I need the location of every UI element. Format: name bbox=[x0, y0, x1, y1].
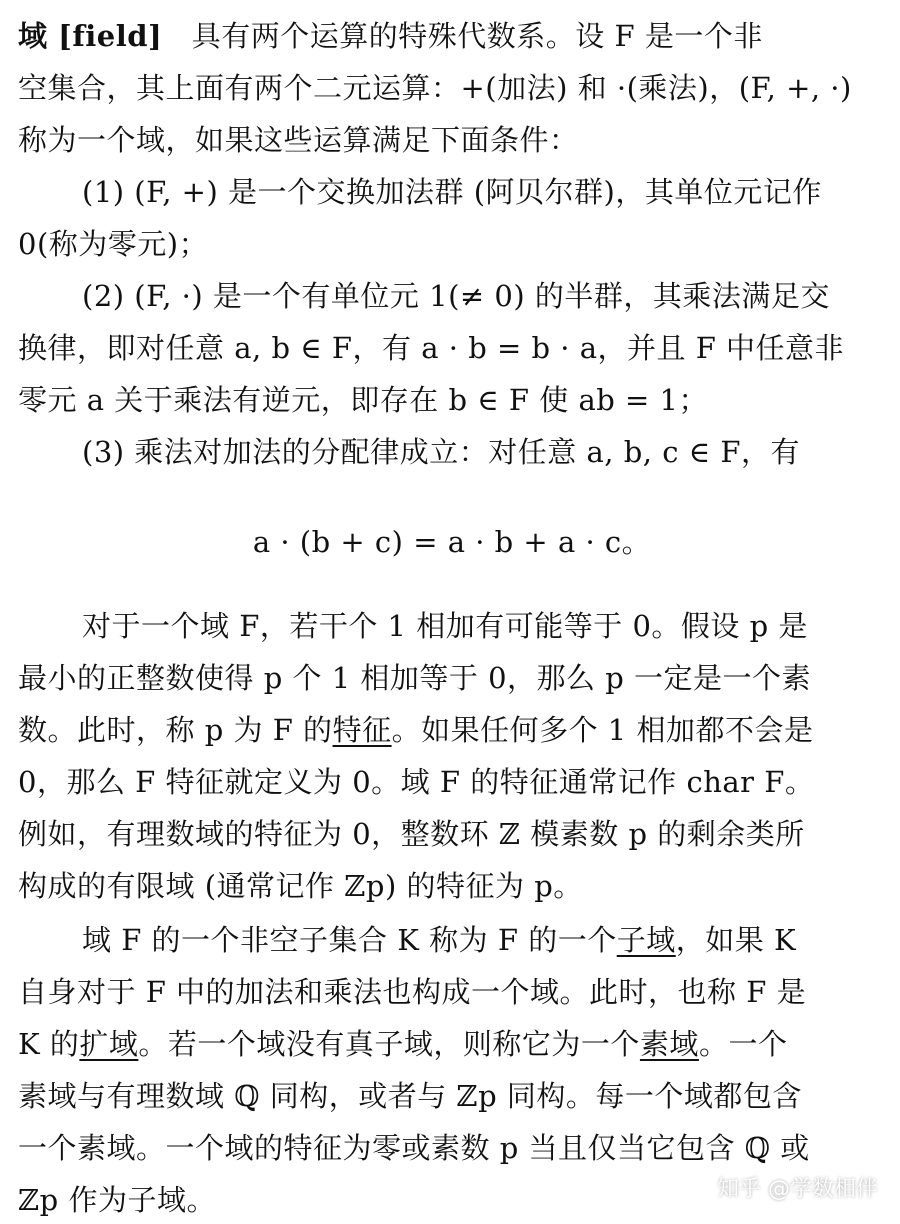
condition-1-line-2: 0(称为零元)； bbox=[18, 227, 209, 261]
characteristic-line-3-start: 数。此时，称 p 为 F 的 bbox=[18, 713, 333, 747]
subfield-line-1 bbox=[82, 922, 796, 958]
term-subfield: 子域 bbox=[616, 923, 676, 957]
subfield-line-3-end: 。一个 bbox=[698, 1027, 788, 1061]
condition-3-line-1: (3) 乘法对加法的分配律成立：对任意 a, b, c ∈ F，有 bbox=[82, 435, 801, 469]
distributive-equation: a · (b + c) = a · b + a · c。 bbox=[252, 525, 652, 559]
entry-line-3: 称为一个域，如果这些运算满足下面条件： bbox=[18, 123, 579, 157]
subfield-line-5: 一个素域。一个域的特征为零或素数 p 当且仅当它包含 ℚ 或 bbox=[18, 1131, 810, 1165]
condition-1-line-1: (1) (F, +) 是一个交换加法群 (阿贝尔群)，其单位元记作 bbox=[82, 175, 822, 209]
entry-definition-start: 具有两个运算的特殊代数系。设 F 是一个非 bbox=[162, 19, 763, 53]
subfield-line-1-start: 域 F 的一个非空子集合 K 称为 F 的一个 bbox=[82, 923, 617, 957]
subfield-line-4: 素域与有理数域 ℚ 同构，或者与 ℤp 同构。每一个域都包含 bbox=[18, 1079, 802, 1113]
characteristic-line-3-end: 。如果任何多个 1 相加都不会是 bbox=[391, 713, 814, 747]
subfield-line-6: ℤp 作为子域。 bbox=[18, 1183, 216, 1217]
entry-line-2: 空集合，其上面有两个二元运算：+(加法) 和 ·(乘法)，(F, +, ·) bbox=[18, 71, 852, 105]
subfield-line-2: 自身对于 F 中的加法和乘法也构成一个域。此时，也称 F 是 bbox=[18, 975, 807, 1009]
term-extension-field: 扩域 bbox=[79, 1027, 139, 1061]
condition-2-line-2: 换律，即对任意 a, b ∈ F，有 a · b = b · a，并且 F 中任意非 bbox=[18, 331, 845, 365]
characteristic-line-6: 构成的有限域 (通常记作 ℤp) 的特征为 p。 bbox=[18, 869, 583, 903]
condition-2-line-1: (2) (F, ·) 是一个有单位元 1(≠ 0) 的半群，其乘法满足交 bbox=[82, 279, 830, 313]
zhihu-watermark: 知乎 @学数相伴 bbox=[717, 1177, 878, 1202]
subfield-line-3-middle: 。若一个域没有真子域，则称它为一个 bbox=[138, 1027, 640, 1061]
subfield-line-3-start: K 的 bbox=[18, 1027, 80, 1061]
characteristic-line-4: 0，那么 F 特征就定义为 0。域 F 的特征通常记作 char F。 bbox=[18, 765, 815, 799]
term-prime-field: 素域 bbox=[639, 1027, 699, 1061]
characteristic-line-1: 对于一个域 F，若干个 1 相加有可能等于 0。假设 p 是 bbox=[82, 609, 808, 643]
characteristic-line-5: 例如，有理数域的特征为 0，整数环 ℤ 模素数 p 的剩余类所 bbox=[18, 817, 805, 851]
entry-line-1 bbox=[18, 18, 763, 54]
subfield-line-1-end: ，如果 K bbox=[675, 923, 797, 957]
condition-2-line-3: 零元 a 关于乘法有逆元，即存在 b ∈ F 使 ab = 1； bbox=[18, 383, 709, 417]
term-characteristic: 特征 bbox=[332, 713, 392, 747]
entry-headword: 域 [field] bbox=[18, 19, 163, 53]
characteristic-line-2: 最小的正整数使得 p 个 1 相加等于 0，那么 p 一定是一个素 bbox=[18, 661, 812, 695]
subfield-line-3 bbox=[18, 1026, 787, 1062]
characteristic-line-3 bbox=[18, 712, 813, 748]
